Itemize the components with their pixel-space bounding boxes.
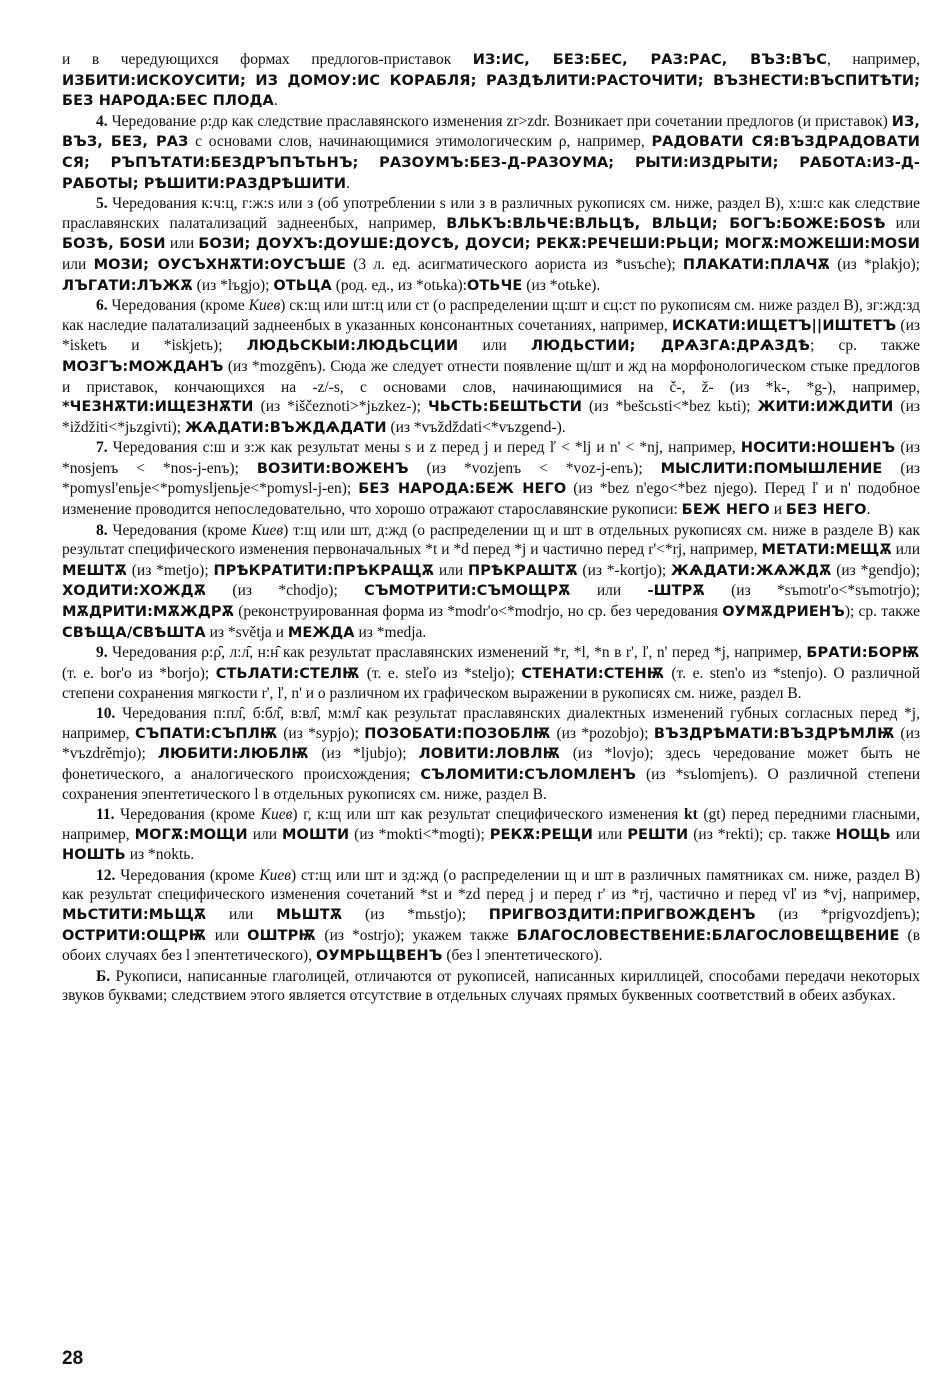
text-run: 10. xyxy=(96,705,116,722)
text-run: (из *nosjenъ < *nos-j-enъ); xyxy=(62,439,920,477)
old-slavonic-text: МЕШТѪ xyxy=(62,562,127,579)
text-run: (из *vozjenъ < *voz-j-enъ); xyxy=(408,459,661,477)
old-slavonic-text: *ЧЕЗНѪТИ:ИЩЕЗНѪТИ xyxy=(62,399,254,416)
text-run: (из *mьstjo); xyxy=(342,905,489,923)
old-slavonic-text: РЕШТИ xyxy=(627,826,689,843)
old-slavonic-text: ЧЬСТЬ:БЕШТЬСТИ xyxy=(427,399,582,416)
text-run: или xyxy=(434,561,468,579)
text-run: и в чередующихся формах предлогов-приставок xyxy=(62,51,473,68)
paragraph xyxy=(62,866,920,967)
text-run: (из *lovjo); здесь чередование может быть не фонетического, а аналогического происхождения; xyxy=(62,745,920,783)
old-slavonic-text: ЛОВИТИ:ЛОВЛѬ xyxy=(418,746,561,763)
old-slavonic-text: СЪПАТИ:СЪПЛѬ xyxy=(134,725,278,742)
old-slavonic-text: МЬШТѪ xyxy=(276,906,343,923)
text-run: (из *bešcьsti<*bez kьti); xyxy=(581,398,758,416)
old-slavonic-text: СТЕНАТИ:СТЕНѬ xyxy=(521,665,665,682)
text-run: Чередования (кроме xyxy=(107,521,252,539)
text-run: Киев xyxy=(260,805,293,823)
text-run: ) г, к:щ или шт как результат специфического изменения xyxy=(292,805,684,823)
text-run: 12. xyxy=(96,866,116,884)
text-run: Рукописи, написанные глаголицей, отличаются от рукописей, написанных кириллицей, способами передачи некоторых звуков буквами; следствием этого является отсутствие в отдельных случаях прямых буквенных соответствий в обеих азбуках. xyxy=(62,967,920,1005)
old-slavonic-text: ЖИТИ:ИЖДИТИ xyxy=(757,399,894,416)
old-slavonic-text: МЬСТИТИ:МЬЩѪ xyxy=(62,906,207,923)
old-slavonic-text: ХОДИТИ:ХОЖДѪ xyxy=(62,583,207,600)
old-slavonic-text: ИЗ, ВЪЗ, БЕЗ, РАЗ xyxy=(62,113,920,151)
old-slavonic-text: БОЗѢ, БОЅИ xyxy=(62,236,166,253)
text-run: Киев xyxy=(259,866,291,884)
text-run: (реконструированная форма из *modr'o<*modrjo, но ср. без чередования xyxy=(234,603,723,621)
text-run: ) ст:щ или шт и зд:жд (о распределении щ и шт в различных памятниках см. ниже, раздел В) как результат специфического изменения сочетаний *st и *zd перед j и перед r' из *rj, частично и перед vľ из *vj, например, xyxy=(62,866,920,904)
text-run: 9. xyxy=(96,644,108,662)
text-run: или xyxy=(890,825,921,843)
text-run: или xyxy=(570,582,648,600)
text-run: или xyxy=(891,541,920,559)
text-run: или xyxy=(206,905,277,923)
old-slavonic-text: МОГѪ:МОЩИ xyxy=(134,826,248,843)
text-run: (из *mokti<*mogti); xyxy=(349,825,490,843)
text-run: (из *pomysl'enьje<*pomysljenьje<*pomysl-j-en); xyxy=(62,459,920,498)
text-run: (из *prigvozdjenъ); xyxy=(755,905,920,923)
text-run: 8. xyxy=(96,521,108,539)
text-run: или xyxy=(247,825,282,843)
old-slavonic-text: МѪДРИТИ:МѪЖДРѪ xyxy=(62,604,235,621)
old-slavonic-text: СТЬЛАТИ:СТЕЛѬ xyxy=(215,665,361,682)
old-slavonic-text: -ШТРѪ xyxy=(647,583,705,600)
old-slavonic-text: ПРИГВОЗДИТИ:ПРИГВОЖДЕНЪ xyxy=(488,906,756,923)
paragraph xyxy=(62,50,920,112)
old-slavonic-text: БОЗИ; ДОУХЪ:ДОУШЕ:ДОУСѢ, ДОУСИ; РЕКѪ:РЕЧЕШИ:РЬЦИ; МОГѪ:МОЖЕШИ:МОЅИ xyxy=(198,236,920,253)
paragraph xyxy=(62,521,920,644)
old-slavonic-text: РЕКѪ:РЕЩИ xyxy=(489,826,594,843)
paragraph xyxy=(62,112,920,194)
text-run: и xyxy=(769,501,786,519)
text-run: . xyxy=(273,92,278,110)
text-run: ; ср. также xyxy=(810,337,920,355)
old-slavonic-text: ОСТРИТИ:ОЩРѬ xyxy=(62,927,207,944)
text-run: (из *sъmotr'o<*sъmotrjo); xyxy=(704,582,921,600)
text-run: или xyxy=(593,825,628,843)
old-slavonic-text: ОУМѪДРИЕНЪ xyxy=(722,604,845,621)
text-run: (из *iždžiti<*jьzgivti); xyxy=(62,398,920,436)
paragraph xyxy=(62,438,920,520)
text-run: Чередование ρ:дρ как следствие праславянского изменения zr>zdr. Возникает при сочетании предлогов (и приставок) xyxy=(107,112,892,130)
text-run: . xyxy=(866,501,871,519)
old-slavonic-text: ИСКАТИ:ИЩЕТЪ||ИШТЕТЪ xyxy=(671,317,897,334)
old-slavonic-text: ИЗБИТИ:ИСКОУСИТИ; ИЗ ДОМОУ:ИС КОРАБЛЯ; РАЗДѢЛИТИ:РАСТОЧИТИ; ВЪЗНЕСТИ:ВЪСПИТѢТИ; БЕЗ НАРОДА:БЕС ПЛОДА xyxy=(62,72,920,110)
old-slavonic-text: ПРѢКРАТИТИ:ПРѢКРАЩѪ xyxy=(213,562,435,579)
text-run: Киев xyxy=(251,521,284,539)
text-run: 5. xyxy=(96,195,108,213)
old-slavonic-text: НОСИТИ:НОШЕНЪ xyxy=(740,440,896,457)
old-slavonic-text: БРАТИ:БОРѬ xyxy=(806,645,920,662)
text-run: (т. е. sten'o из *stenjo). О различной степени сохранения мягкости r', ľ, n' и о различном их графическом выражении в рукописях см. ниже, раздел В. xyxy=(62,664,920,703)
text-run: ); ср. также xyxy=(844,603,920,621)
old-slavonic-text: ЛЪГАТИ:ЛЪЖѪ xyxy=(62,277,193,294)
text-run: , например, xyxy=(826,51,921,68)
text-run: (из *lъgjo); xyxy=(192,276,274,294)
text-run: Чередования (кроме xyxy=(114,805,261,823)
text-run: (из *metjo); xyxy=(126,561,214,579)
paragraph xyxy=(62,967,920,1006)
text-run: (из *bez n'ego<*bez njego). Перед ľ и n' подобное изменение проводится непоследовательно, что хорошо отражают старославянские рукописи: xyxy=(62,480,920,519)
old-slavonic-text: ОТЬЦА xyxy=(273,277,332,294)
text-run: (из *-kortjo); xyxy=(577,561,671,579)
text-run: (gt) перед передними гласными, например, xyxy=(62,805,920,843)
old-slavonic-text: СЪЛОМИТИ:СЪЛОМЛЕНЪ xyxy=(420,766,636,783)
text-run: ) т:щ или шт, д:жд (о распределении щ и шт в отдельных рукописях см. ниже в разделе В) как результат специфического изменения первоначальных *t и *d перед *j и частично перед r'<*rj, например, xyxy=(62,521,920,559)
text-run: (из *iščeznoti>*jьzkez-); xyxy=(253,398,428,416)
old-slavonic-text: ЖѦДАТИ:ВЪЖДѦДАТИ xyxy=(185,419,387,436)
old-slavonic-text: НОЩЬ xyxy=(835,826,891,843)
old-slavonic-text: ОШТРѬ xyxy=(247,927,317,944)
page-number: 28 xyxy=(62,1348,84,1369)
text-run: (т. е. steľo из *steljo); xyxy=(360,664,522,682)
text-run: (из *gendjo); xyxy=(831,561,920,579)
text-run: (из *vъždždati<*vъzgend-). xyxy=(386,418,566,436)
old-slavonic-text: ИЗ:ИС, БЕЗ:БЕС, РАЗ:РАС, ВЪЗ:ВЪС xyxy=(472,52,827,68)
old-slavonic-text: БЛАГОСЛОВЕСТВЕНИЕ:БЛАГОСЛОВЕЩВЕНИЕ xyxy=(516,927,900,944)
text-run: (в обоих случаях без l эпентетического), xyxy=(62,926,921,965)
text-run: . xyxy=(346,174,350,192)
old-slavonic-text: ЖѦДАТИ:ЖѦЖДѪ xyxy=(671,562,832,579)
paragraph xyxy=(62,643,920,704)
text-run: Б. xyxy=(96,967,111,985)
text-run: из *noktь. xyxy=(125,846,195,864)
text-run: (из *chodjo); xyxy=(206,582,365,600)
text-run: из *světja и xyxy=(205,623,288,641)
text-run: (т. е. bor'o из *borjo); xyxy=(62,664,216,682)
text-run: Чередования к:ч:ц, г:ж:ѕ или з (об употреблении ѕ или з в различных рукописях см. ниже, раздел В), х:ш:с как следствие праславянских палатализаций заднеенбых, например, xyxy=(62,195,920,232)
text-run: Чередования с:ш и з:ж как результат мены s и z перед j и перед ľ < *lj и n' < *nj, например, xyxy=(107,439,741,457)
text-run: или xyxy=(206,926,248,944)
old-slavonic-text: РАДОВАТИ СЯ:ВЪЗДРАДОВАТИ СЯ; РЪПЪТАТИ:БЕЗДРЪПЪТЬНЪ; РАЗОУМЪ:БЕЗ-Д-РАЗОУМА; РЫТИ:ИЗДРЫТИ; РАБОТА:ИЗ-Д-РАБОТЫ; РѢШИТИ:РАЗДРѢШИТИ xyxy=(62,134,920,192)
text-run: Чередования ρ:ρ̑, л:л̑, н:н̑ как результат праславянских изменений *r, *l, *n в r', ľ, n' перед *j, например, xyxy=(107,644,807,662)
old-slavonic-text: БЕЗ НАРОДА:БЕЖ НЕГО xyxy=(358,481,567,498)
text-run: (из *plakjo); xyxy=(829,255,920,273)
old-slavonic-text: ПОЗОБАТИ:ПОЗОБЛѬ xyxy=(364,725,552,742)
old-slavonic-text: МОШТИ xyxy=(282,826,350,843)
paragraph xyxy=(62,194,920,296)
text-run: (род. ед., из *otьka): xyxy=(331,276,467,294)
paragraph xyxy=(62,704,920,805)
old-slavonic-text: МЕЖДА xyxy=(287,624,355,641)
text-run: или xyxy=(458,337,531,355)
text-run: с основами слов, начинающимися этимологическим ρ, например, xyxy=(188,133,652,151)
old-slavonic-text: ЛЮДЬСКЫИ:ЛЮДЬСЦИИ xyxy=(246,338,459,355)
text-run: (из *mozgēnъ). Сюда же следует отнести появление щ/шт и жд на морфонологическом стыке предлогов и приставок, кончающихся на -z/-s, с основами слов, начинающимися на č-, ž- (из *k-, *g-), например, xyxy=(62,357,920,396)
text-run: или xyxy=(165,235,199,253)
text-run: (из *sypjo); xyxy=(277,724,365,742)
old-slavonic-text: МОЗИ; ОУСЪХНѪТИ:ОУСЪШЕ xyxy=(93,256,347,273)
text-run: (3 л. ед. асигматического аориста из *usъche); xyxy=(346,255,683,273)
text-run: (из *ljubjo); xyxy=(309,745,419,763)
text-run: 11. xyxy=(96,805,115,823)
old-slavonic-text: ПЛАКАТИ:ПЛАЧѪ xyxy=(682,256,830,273)
old-slavonic-text: МЕТАТИ:МЕЩѪ xyxy=(761,542,892,559)
old-slavonic-text: МЫСЛИТИ:ПОМЫШЛЕНИЕ xyxy=(660,460,883,477)
old-slavonic-text: СВѢЩА/СВѢШТА xyxy=(62,624,206,641)
text-run: (без l эпентетического). xyxy=(442,947,603,965)
old-slavonic-text: БЕЗ НЕГО xyxy=(785,502,867,519)
text-run: (из *otьke). xyxy=(522,276,601,294)
text-run: kt xyxy=(683,805,698,823)
text-run: ) ск:щ или шт:ц или ст (о распределении щ:шт и сц:ст по рукописям см. ниже раздел В), зг:жд:зд как наследие палатализаций заднеенбых в указанных консонантных сочетаниях, например, xyxy=(62,297,920,334)
text-run: из *medja. xyxy=(354,623,427,641)
text-run: Чередования (кроме xyxy=(107,297,249,315)
old-slavonic-text: БЕЖ НЕГО xyxy=(681,502,770,519)
old-slavonic-text: СЪМОТРИТИ:СЪМОЩРѪ xyxy=(364,583,571,600)
text-run: Киев xyxy=(248,297,281,315)
text-run: (из *sъlomjenъ). О различной степени сохранения эпентетического l в отдельных рукописях см. ниже, раздел В. xyxy=(62,765,920,804)
text-run: (из *isketъ и *iskjetъ); xyxy=(62,316,920,355)
old-slavonic-text: ПРѢКРАШТѪ xyxy=(467,562,578,579)
old-slavonic-text: НОШТЬ xyxy=(62,847,126,864)
text-run: (из *vъzdrěmjo); xyxy=(62,724,920,763)
old-slavonic-text: ОТЬЧЕ xyxy=(467,277,523,294)
text-run: 4. xyxy=(96,112,108,130)
paragraph xyxy=(62,805,920,866)
old-slavonic-text: ЛЮДЬСТИИ; ДРѦЗГА:ДРѦЗДѢ xyxy=(530,338,811,355)
old-slavonic-text: ВЪЗДРѢМАТИ:ВЪЗДРѢМЛѬ xyxy=(653,725,896,742)
text-run: или xyxy=(62,255,94,273)
text-run: (из *ostrjo); укажем также xyxy=(316,926,517,944)
text-run: 7. xyxy=(96,439,108,457)
text-run: Чередования п:пл̑, б:бл̑, в:вл̑, м:мл̑ как результат праславянских диалектных изменений губных согласных перед *j, например, xyxy=(62,705,920,742)
text-run: (из *pozobjo); xyxy=(551,724,654,742)
old-slavonic-text: ЛЮБИТИ:ЛЮБЛѬ xyxy=(157,746,310,763)
text-run: или xyxy=(885,214,920,232)
old-slavonic-text: ОУМРЬЩВЕНЪ xyxy=(315,948,443,965)
old-slavonic-text: МОЗГЪ:МОЖДАНЪ xyxy=(62,358,224,375)
old-slavonic-text: ВЛЬКЪ:ВЛЬЧЕ:ВЛЬЦѢ, ВЛЬЦИ; БОГЪ:БОЖЕ:БОЅѢ xyxy=(446,215,886,232)
text-run: (из *rekti); ср. также xyxy=(688,825,836,843)
text-run: Чередования (кроме xyxy=(115,866,260,884)
old-slavonic-text: ВОЗИТИ:ВОЖЕНЪ xyxy=(256,460,409,477)
text-run: 6. xyxy=(96,297,108,315)
paragraph xyxy=(62,296,920,438)
document-body xyxy=(62,50,920,1006)
